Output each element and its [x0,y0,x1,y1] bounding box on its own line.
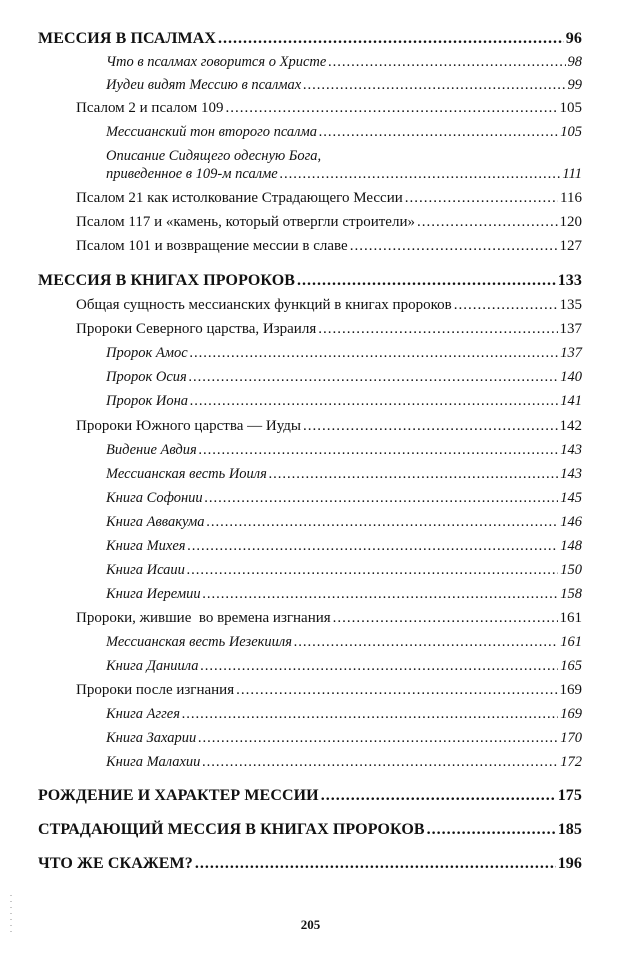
toc-entry-title: Псалом 2 и псалом 109 [76,100,224,116]
dot-leader [297,272,556,290]
toc-entry-title: Пророки Южного царства — Иуды [76,418,301,434]
toc-subsection-entry [106,393,582,410]
toc-entry-page: 99 [567,77,582,93]
toc-subsection-entry [106,538,582,555]
toc-subsection-entry [106,77,582,94]
toc-entry-page: 116 [560,190,582,206]
toc-entry-page: 142 [559,418,582,434]
toc-entry-page: 135 [559,297,582,313]
dot-leader [417,214,558,231]
toc-entry-page: 105 [560,124,582,140]
toc-chapter-entry [38,272,582,290]
dot-leader [405,190,558,207]
toc-entry-page: 172 [560,754,582,770]
toc-subsection-entry [106,586,582,603]
dot-leader [303,77,565,94]
toc-entry-title: Пророк Осия [106,369,187,385]
toc-entry-page: 165 [560,658,582,674]
toc-entry-page: 169 [559,682,582,698]
toc-subsection-entry [106,490,582,507]
toc-entry-title: Книга Исаии [106,562,185,578]
toc-section-entry [76,610,582,627]
toc-subsection-entry [106,514,582,531]
toc-subsection-entry [106,562,582,579]
toc-entry-page: 150 [560,562,582,578]
toc-section-entry [76,238,582,255]
dot-leader [294,634,558,651]
toc-entry-page: 98 [567,54,582,70]
toc-section-entry [76,682,582,699]
toc-subsection-entry [106,166,582,183]
toc-entry-title: Видение Авдия [106,442,197,458]
toc-entry-page: 127 [559,238,582,254]
toc-section-entry [76,418,582,435]
toc-entry-page: 158 [560,586,582,602]
dot-leader [350,238,558,255]
dot-leader [321,787,556,805]
toc-entry-title: Псалом 101 и возвращение мессии в славе [76,238,348,254]
dot-leader [188,538,559,555]
toc-entry-title: Что в псалмах говорится о Христе [106,54,327,70]
dot-leader [189,369,558,386]
toc-entry-title: Книга Софонии [106,490,203,506]
toc-section-entry [76,321,582,338]
dot-leader [203,586,559,603]
toc-entry-title: РОЖДЕНИЕ И ХАРАКТЕР МЕССИИ [38,787,319,804]
toc-entry-title: Мессианская весть Иоиля [106,466,267,482]
toc-chapter-entry [38,821,582,839]
toc-entry-page: 105 [559,100,582,116]
dot-leader [205,490,559,507]
dot-leader [454,297,558,314]
toc-section-entry [76,190,582,207]
dot-leader [318,321,557,338]
toc-entry-page: 133 [557,272,582,289]
toc-entry-title: приведенное в 109-м псалме [106,166,278,182]
toc-entry-title: СТРАДАЮЩИЙ МЕССИЯ В КНИГАХ ПРОРОКОВ [38,821,425,838]
toc-entry-page: 146 [560,514,582,530]
toc-entry-title: Книга Иеремии [106,586,201,602]
toc-entry-page: 141 [560,393,582,409]
toc-entry-title: МЕССИЯ В КНИГАХ ПРОРОКОВ [38,272,296,289]
dot-leader [319,124,558,141]
toc-subsection-entry [106,442,582,459]
dot-leader [269,466,558,483]
toc-entry-title: Книга Даниила [106,658,199,674]
toc-section-entry [76,297,582,314]
toc-entry-page: 143 [560,466,582,482]
dot-leader [218,30,564,48]
toc-entry-title: Пророки, жившие во времена изгнания [76,610,331,626]
toc-entry-title: Книга Михея [106,538,186,554]
toc-section-entry [76,214,582,231]
toc-section-entry [76,100,582,117]
toc-entry-title: Мессианская весть Иезекииля [106,634,292,650]
toc-subsection-entry [106,369,582,386]
dot-leader [195,855,556,873]
toc-entry-page: 111 [562,166,582,182]
toc-entry-page: 137 [560,345,582,361]
toc-entry-page: 143 [560,442,582,458]
dot-leader [236,682,557,699]
dot-leader [187,562,558,579]
toc-entry-page: 175 [557,787,582,804]
toc-entry-page: 96 [565,30,582,47]
toc-entry-page: 145 [560,490,582,506]
dot-leader [199,442,558,459]
dot-leader [190,345,559,362]
toc-subsection-entry [106,658,582,675]
toc-entry-page: 169 [560,706,582,722]
toc-entry-title: Псалом 117 и «камень, который отвергли строители» [76,214,415,230]
dot-leader [427,821,556,839]
toc-entry-title: Пророк Амос [106,345,188,361]
toc-entry-page: 120 [559,214,582,230]
dot-leader [201,658,559,675]
dot-leader [333,610,558,627]
toc-chapter-entry [38,30,582,48]
toc-entry-page: 196 [557,855,582,872]
dot-leader [280,166,561,183]
toc-entry-title: Книга Захарии [106,730,197,746]
toc-subsection-entry [106,754,582,771]
toc-subsection-entry [106,634,582,651]
toc-subsection-entry [106,124,582,141]
dot-leader [190,393,558,410]
toc-subsection-entry [106,730,582,747]
toc-entry-page: 161 [559,610,582,626]
toc-entry-page: 170 [560,730,582,746]
toc-entry-title: Пророки после изгнания [76,682,235,698]
dot-leader [182,706,558,723]
toc-entry-page: 140 [560,369,582,385]
toc-entry-title: Книга Аввакума [106,514,205,530]
toc-subsection-entry [106,54,582,71]
page-number: 205 [300,917,321,932]
toc-entry-title: Псалом 21 как истолкование Страдающего Мессии [76,190,403,206]
toc-entry-title: Пророк Иона [106,393,189,409]
toc-subsection-entry [106,466,582,483]
dot-leader [202,754,558,771]
toc-chapter-entry [38,787,582,805]
toc-subsection-entry [106,706,582,723]
toc-entry-title: МЕССИЯ В ПСАЛМАХ [38,30,217,47]
toc-entry-page: 137 [559,321,582,337]
toc-entry-page: 161 [560,634,582,650]
toc-entry-title: Книга Малахии [106,754,201,770]
toc-entry-title: Мессианский тон второго псалма [106,124,318,140]
dot-leader [207,514,559,531]
toc-entry-page: 185 [557,821,582,838]
dot-leader [198,730,558,747]
dot-leader [226,100,558,117]
toc-entry-title: Иудеи видят Мессию в псалмах [106,77,302,93]
toc-entry-page: 148 [560,538,582,554]
toc-chapter-entry [38,855,582,873]
toc-entry-title-line1: Описание Сидящего одесную Бога, [106,148,322,164]
toc-entry-title: Общая сущность мессианских функций в книгах пророков [76,297,452,313]
dot-leader [303,418,558,435]
toc-entry-title: Пророки Северного царства, Израиля [76,321,317,337]
toc-subsection-entry [106,345,582,362]
toc-entry-title: Книга Аггея [106,706,180,722]
toc-entry-title: ЧТО ЖЕ СКАЖЕМ? [38,855,193,872]
dot-leader [328,54,565,71]
